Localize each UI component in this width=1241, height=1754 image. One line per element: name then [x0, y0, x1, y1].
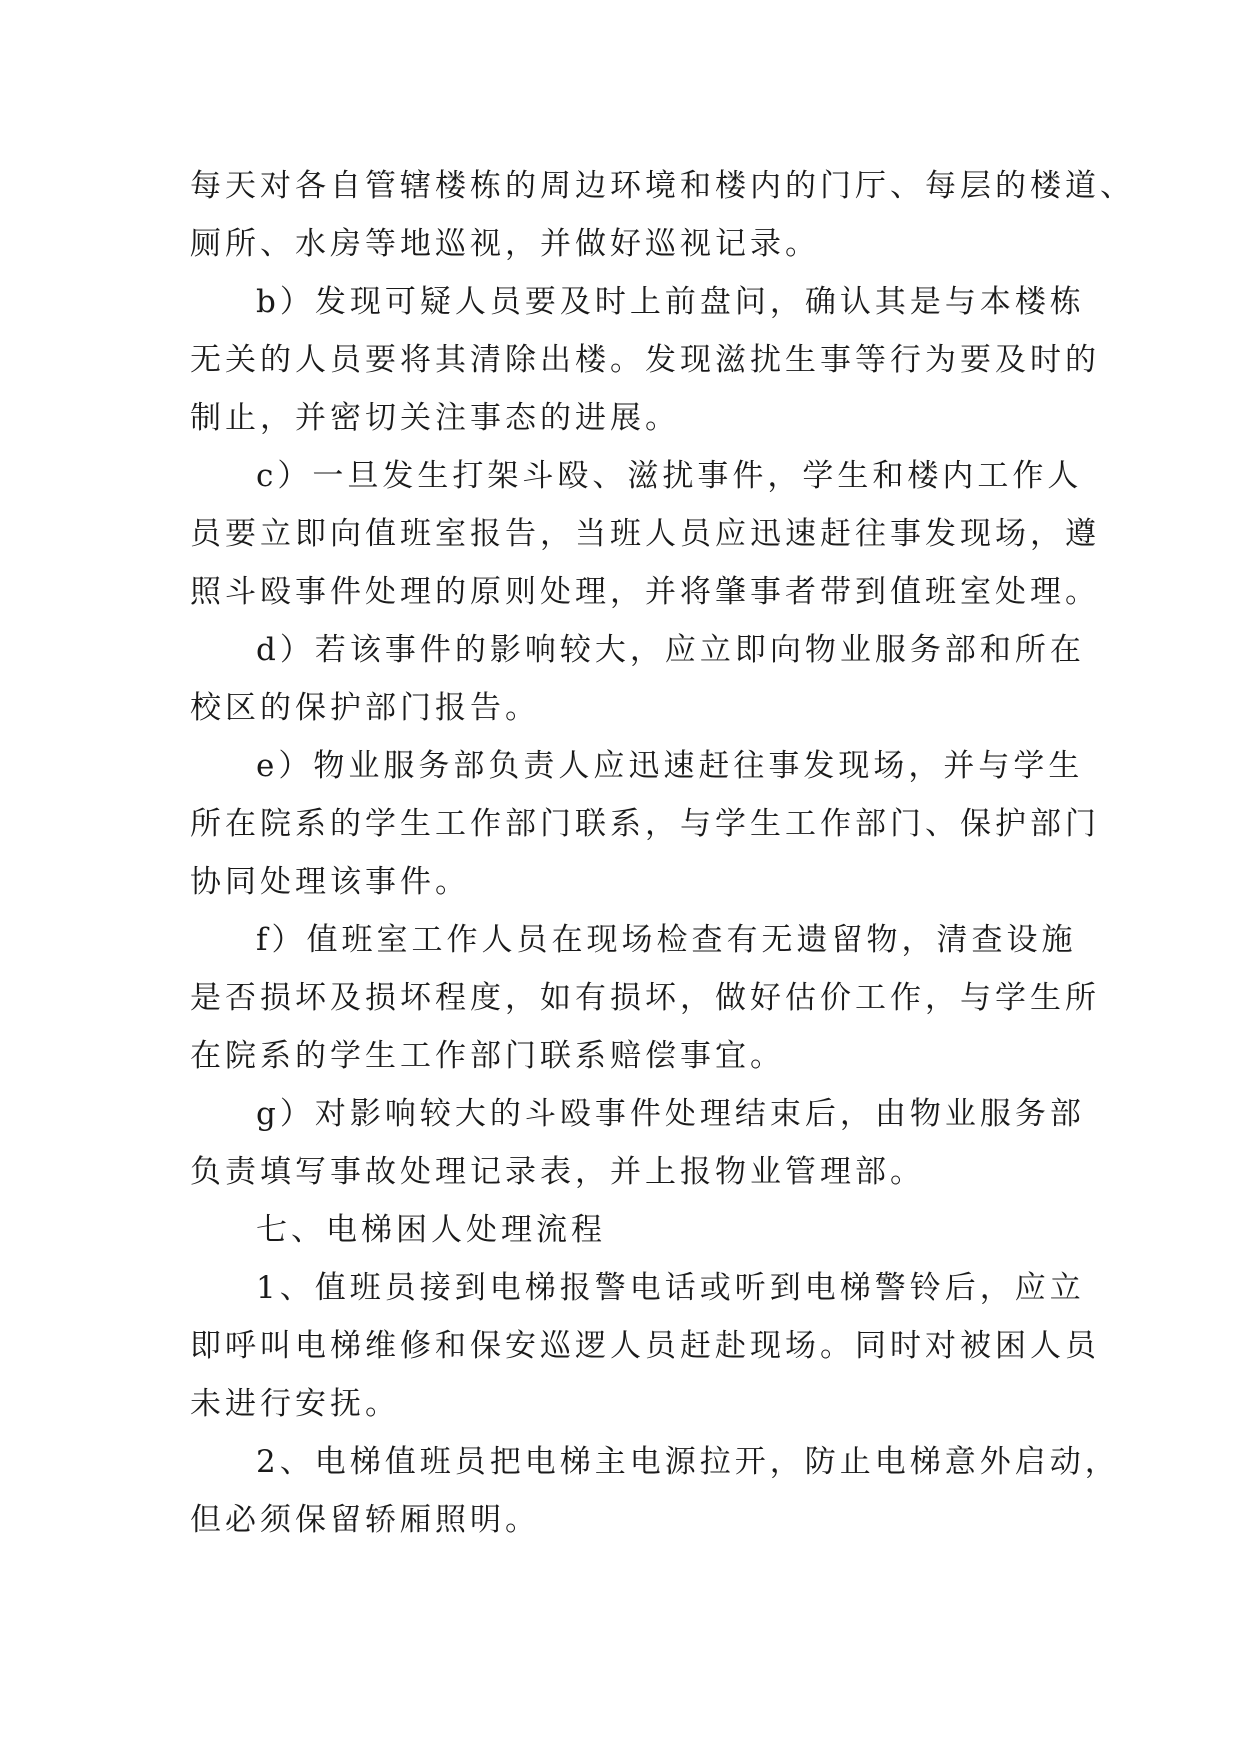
text-line: 负责填写事故处理记录表，并上报物业管理部。	[190, 1154, 925, 1190]
text-line: 未进行安抚。	[190, 1386, 400, 1422]
document-body	[190, 157, 1135, 1549]
item-f-line: f）值班室工作人员在现场检查有无遗留物，清查设施	[256, 922, 1077, 958]
text-line: 即呼叫电梯维修和保安巡逻人员赶赴现场。同时对被困人员	[190, 1328, 1100, 1364]
item-c-line: c）一旦发生打架斗殴、滋扰事件，学生和楼内工作人	[256, 458, 1083, 494]
item-d-line: d）若该事件的影响较大，应立即向物业服务部和所在	[256, 632, 1085, 668]
step-1-line: 1、值班员接到电梯报警电话或听到电梯警铃后，应立	[256, 1270, 1085, 1306]
text-line: 厕所、水房等地巡视，并做好巡视记录。	[190, 226, 820, 262]
step-2-line: 2、电梯值班员把电梯主电源拉开，防止电梯意外启动，	[256, 1444, 1120, 1480]
text-line: 协同处理该事件。	[190, 864, 470, 900]
text-line: 但必须保留轿厢照明。	[190, 1502, 540, 1538]
text-line: 每天对各自管辖楼栋的周边环境和楼内的门厅、每层的楼道、	[190, 168, 1135, 204]
item-b-line: b）发现可疑人员要及时上前盘问，确认其是与本楼栋	[256, 284, 1085, 320]
text-line: 员要立即向值班室报告，当班人员应迅速赶往事发现场，遵	[190, 516, 1100, 552]
item-e-line: e）物业服务部负责人应迅速赶往事发现场，并与学生	[256, 748, 1084, 784]
text-line: 是否损坏及损坏程度，如有损坏，做好估价工作，与学生所	[190, 980, 1100, 1016]
item-g-line: g）对影响较大的斗殴事件处理结束后，由物业服务部	[256, 1096, 1085, 1132]
text-line: 校区的保护部门报告。	[190, 690, 540, 726]
text-line: 照斗殴事件处理的原则处理，并将肇事者带到值班室处理。	[190, 574, 1100, 610]
text-line: 所在院系的学生工作部门联系，与学生工作部门、保护部门	[190, 806, 1100, 842]
text-line: 无关的人员要将其清除出楼。发现滋扰生事等行为要及时的	[190, 342, 1100, 378]
section-heading: 七、电梯困人处理流程	[256, 1212, 606, 1248]
text-line: 制止，并密切关注事态的进展。	[190, 400, 680, 436]
text-line: 在院系的学生工作部门联系赔偿事宜。	[190, 1038, 785, 1074]
